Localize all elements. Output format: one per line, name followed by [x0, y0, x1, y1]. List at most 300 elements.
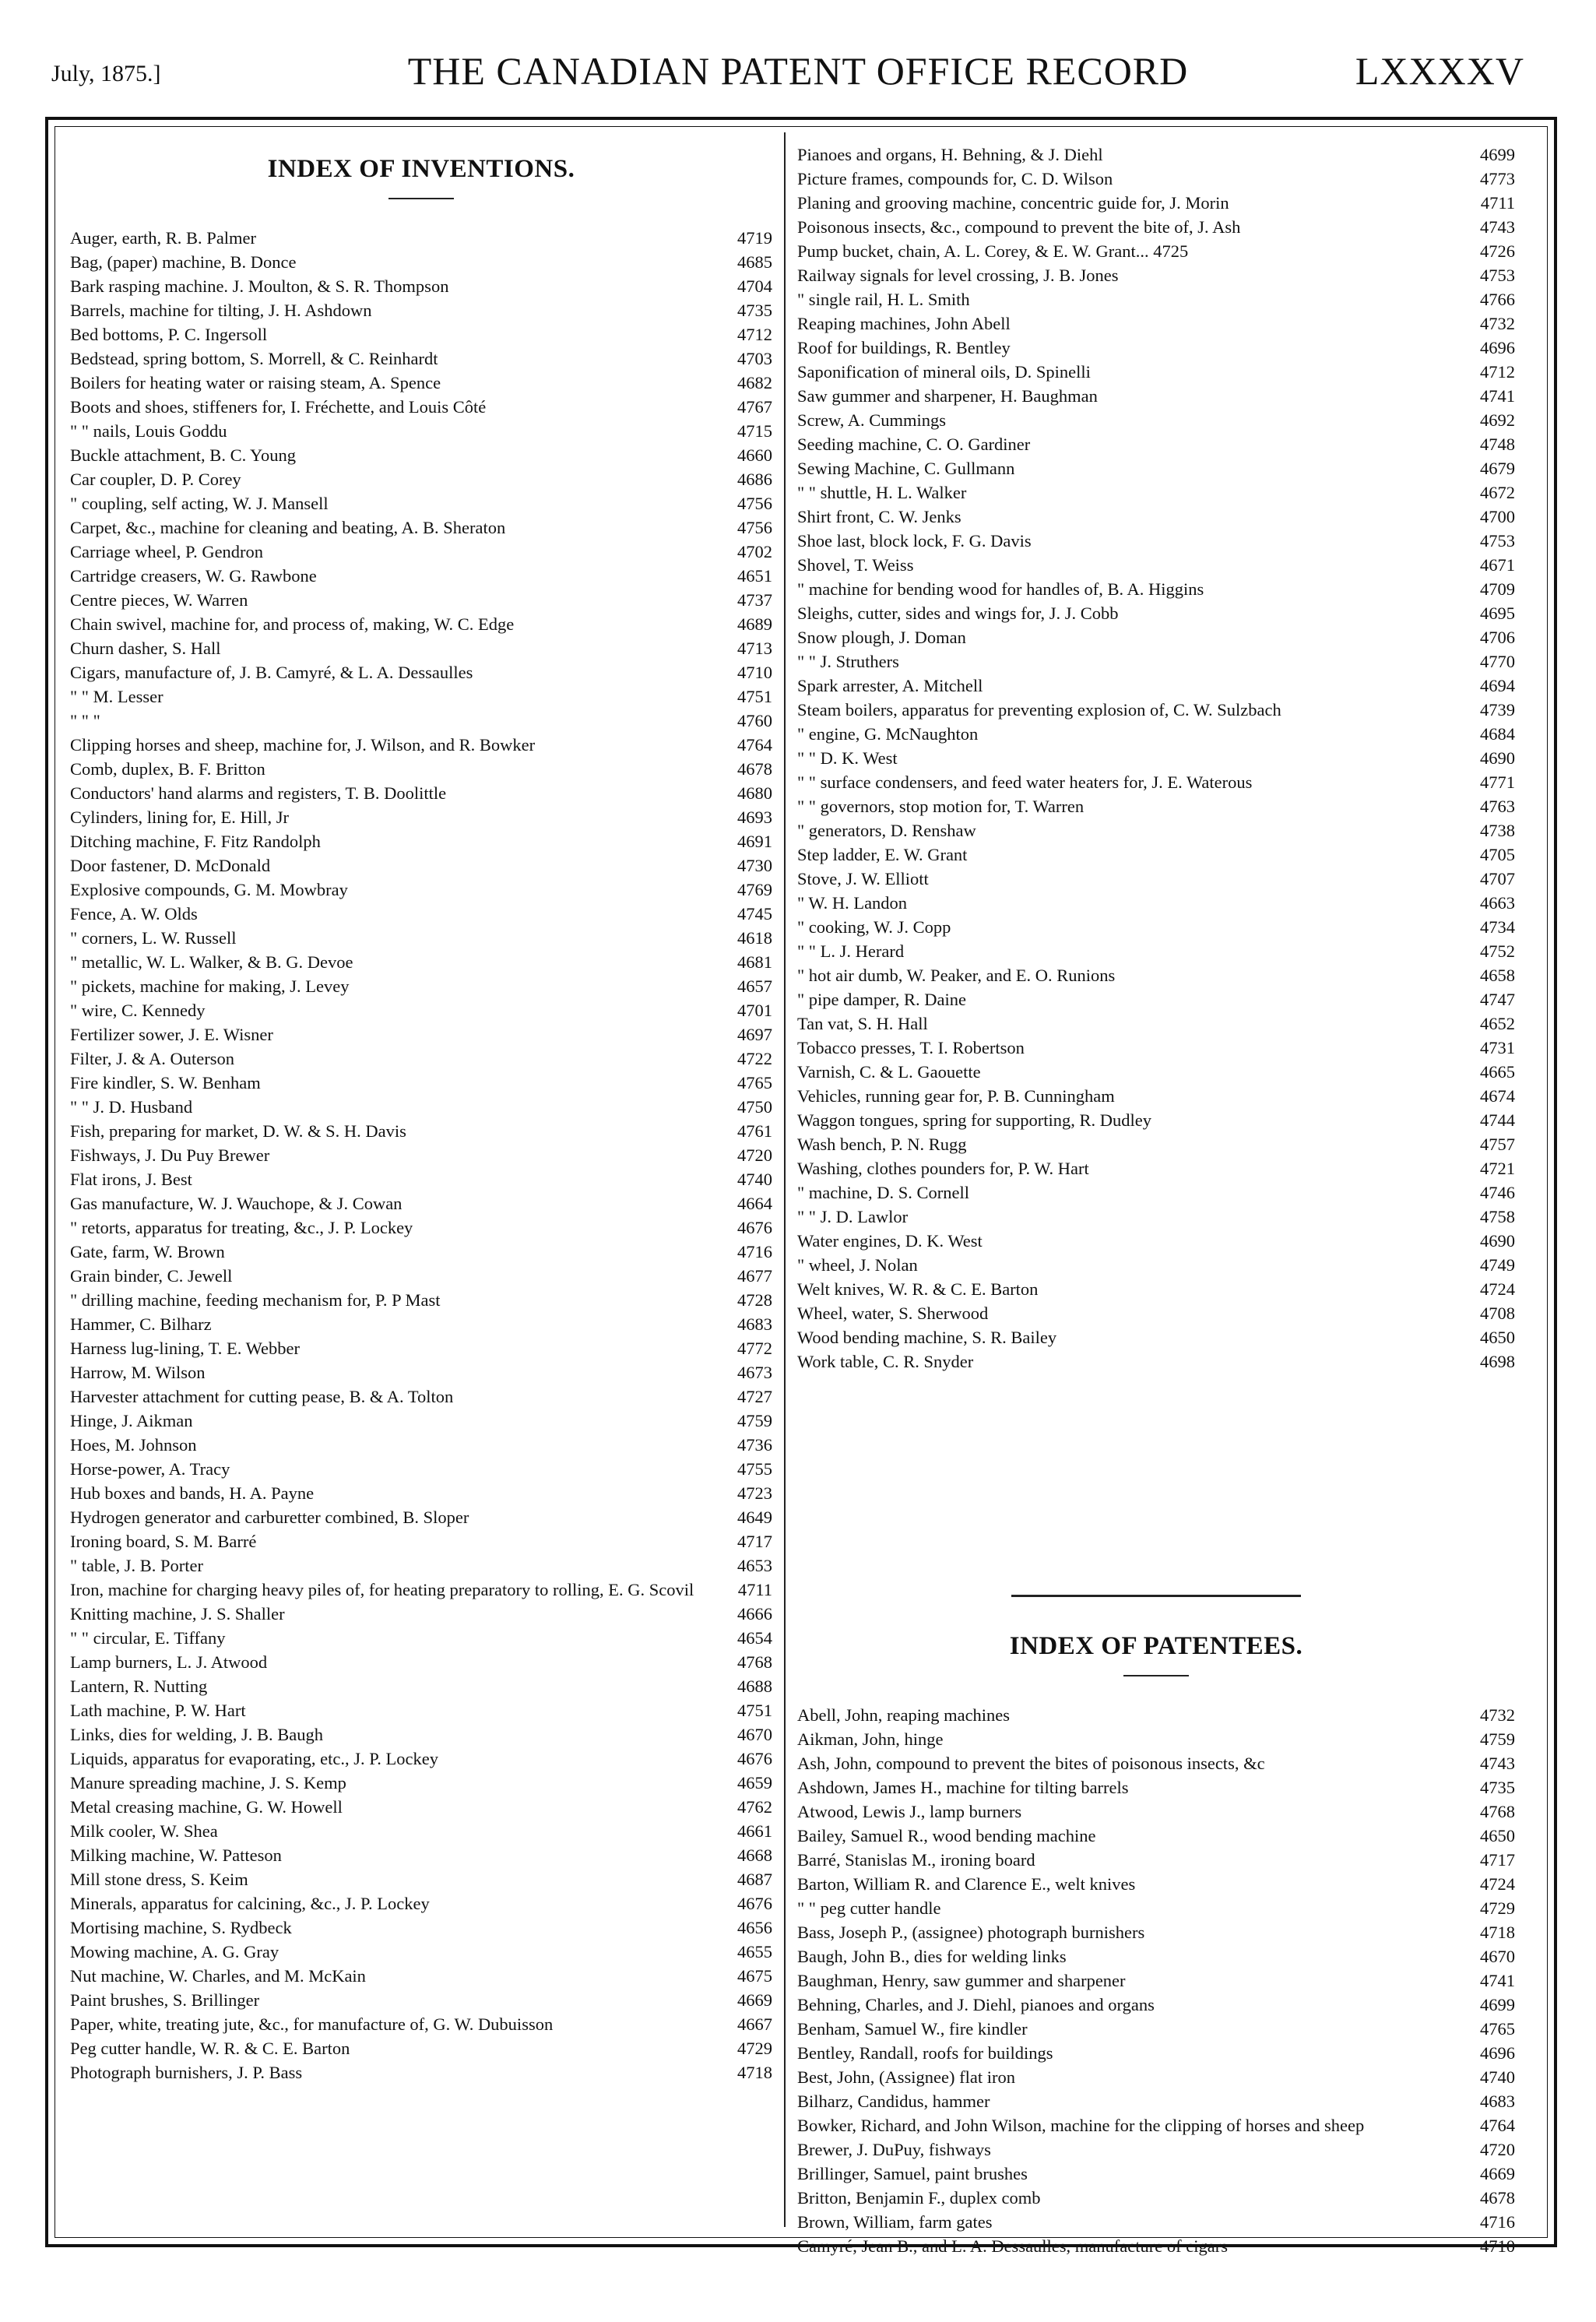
entry-page-number: 4702	[737, 542, 772, 561]
index-entry	[797, 674, 1515, 698]
entry-text: Clipping horses and sheep, machine for, J. Wilson, and R. Bowker	[70, 735, 536, 755]
index-entry	[70, 1360, 772, 1384]
index-entry	[70, 588, 772, 612]
index-entry	[797, 963, 1515, 987]
entry-text: " single rail, H. L. Smith	[797, 290, 970, 309]
index-entry	[70, 226, 772, 250]
index-entry	[70, 491, 772, 515]
index-entry	[797, 480, 1515, 505]
entry-text: Benham, Samuel W., fire kindler	[797, 2019, 1028, 2039]
entry-page-number: 4743	[1480, 1754, 1515, 1773]
index-entry	[797, 1824, 1515, 1848]
index-entry	[797, 698, 1515, 722]
index-entry	[797, 1703, 1515, 1727]
entry-text: " cooking, W. J. Copp	[797, 917, 951, 937]
entry-text: Bentley, Randall, roofs for buildings	[797, 2043, 1053, 2063]
index-entry	[797, 1800, 1515, 1824]
index-entry	[70, 1602, 772, 1626]
entry-page-number: 4700	[1480, 507, 1515, 526]
entry-text: Car coupler, D. P. Corey	[70, 470, 241, 489]
entry-page-number: 4663	[1480, 893, 1515, 913]
entry-page-number: 4738	[1480, 821, 1515, 840]
entry-page-number: 4767	[737, 397, 772, 417]
entry-text: Paper, white, treating jute, &c., for manufacture of, G. W. Dubuisson	[70, 2014, 554, 2034]
entry-page-number: 4675	[737, 1966, 772, 1986]
index-entry	[70, 1940, 772, 1964]
entry-text: Gas manufacture, W. J. Wauchope, & J. Cowan	[70, 1194, 403, 1213]
entry-text: " corners, L. W. Russell	[70, 928, 237, 948]
entry-text: Sewing Machine, C. Gullmann	[797, 459, 1015, 478]
entry-page-number: 4661	[737, 1821, 772, 1841]
index-entry	[70, 1384, 772, 1409]
entry-text: Behning, Charles, and J. Diehl, pianoes and organs	[797, 1995, 1155, 2014]
entry-page-number: 4736	[737, 1435, 772, 1455]
entry-page-number: 4715	[737, 421, 772, 441]
index-entry	[797, 384, 1515, 408]
entry-page-number: 4697	[737, 1025, 772, 1044]
index-entry	[70, 298, 772, 322]
entry-text: Baugh, John B., dies for welding links	[797, 1947, 1067, 1966]
index-entry	[70, 1819, 772, 1843]
entry-text: Aikman, John, hinge	[797, 1729, 944, 1749]
index-entry	[70, 853, 772, 878]
entry-page-number: 4673	[737, 1363, 772, 1382]
entry-text: Bass, Joseph P., (assignee) photograph burnishers	[797, 1923, 1145, 1942]
entry-text: " generators, D. Renshaw	[797, 821, 976, 840]
entry-page-number: 4684	[1480, 724, 1515, 744]
entry-text: Bailey, Samuel R., wood bending machine	[797, 1826, 1096, 1845]
entry-page-number: 4699	[1480, 1995, 1515, 2014]
index-entry	[70, 636, 772, 660]
entry-text: Railway signals for level crossing, J. B. Jones	[797, 266, 1119, 285]
entry-page-number: 4658	[1480, 966, 1515, 985]
entry-page-number: 4730	[737, 856, 772, 875]
entry-page-number: 4734	[1480, 917, 1515, 937]
index-entry	[797, 2017, 1515, 2041]
entry-page-number: 4672	[1480, 483, 1515, 502]
index-entry	[797, 1944, 1515, 1968]
entry-text: Hydrogen generator and carburetter combined, B. Sloper	[70, 1508, 469, 1527]
entry-text: Liquids, apparatus for evaporating, etc., J. P. Lockey	[70, 1749, 438, 1768]
index-entry	[70, 950, 772, 974]
index-entry	[797, 2234, 1515, 2258]
entry-text: Picture frames, compounds for, C. D. Wilson	[797, 169, 1113, 188]
index-entry	[70, 612, 772, 636]
entry-text: Stove, J. W. Elliott	[797, 869, 929, 888]
entry-text: Ash, John, compound to prevent the bites of poisonous insects, &c	[797, 1754, 1265, 1773]
index-entry	[70, 709, 772, 733]
entry-page-number: 4717	[737, 1532, 772, 1551]
entry-page-number: 4665	[1480, 1062, 1515, 1082]
entry-text: Fire kindler, S. W. Benham	[70, 1073, 261, 1092]
entry-page-number: 4694	[1480, 676, 1515, 695]
entry-page-number: 4728	[737, 1290, 772, 1310]
entry-text: Auger, earth, R. B. Palmer	[70, 228, 257, 248]
entry-page-number: 4755	[737, 1459, 772, 1479]
index-entry	[70, 540, 772, 564]
index-entry	[70, 1964, 772, 1988]
entry-page-number: 4678	[737, 759, 772, 779]
entry-text: Lath machine, P. W. Hart	[70, 1701, 246, 1720]
entry-page-number: 4699	[1480, 145, 1515, 164]
entry-text: Chain swivel, machine for, and process of, making, W. C. Edge	[70, 614, 515, 634]
entry-page-number: 4720	[1480, 2140, 1515, 2159]
entry-text: " " J. D. Husband	[70, 1097, 193, 1117]
index-entry	[70, 467, 772, 491]
entry-page-number: 4708	[1480, 1303, 1515, 1323]
entry-page-number: 4683	[1480, 2092, 1515, 2111]
patentees-list	[797, 1703, 1515, 2258]
index-entry	[70, 998, 772, 1022]
index-entry	[797, 1277, 1515, 1301]
entry-text: Vehicles, running gear for, P. B. Cunningham	[797, 1086, 1115, 1106]
entry-page-number: 4749	[1480, 1255, 1515, 1275]
entry-page-number: 4768	[1480, 1802, 1515, 1821]
entry-page-number: 4713	[737, 639, 772, 658]
entry-text: Tan vat, S. H. Hall	[797, 1014, 928, 1033]
entry-page-number: 4676	[737, 1749, 772, 1768]
index-entry	[70, 1457, 772, 1481]
index-entry	[797, 1848, 1515, 1872]
entry-page-number: 4753	[1480, 531, 1515, 551]
entry-page-number: 4655	[737, 1942, 772, 1961]
entry-text: " engine, G. McNaughton	[797, 724, 979, 744]
entry-page-number: 4744	[1480, 1110, 1515, 1130]
index-entry	[70, 1071, 772, 1095]
entry-text: Iron, machine for charging heavy piles of, for heating preparatory to rolling, E. G. Scovil	[70, 1580, 694, 1599]
entry-page-number: 4753	[1480, 266, 1515, 285]
entry-text: Cylinders, lining for, E. Hill, Jr	[70, 807, 289, 827]
entry-text: " metallic, W. L. Walker, & B. G. Devoe	[70, 952, 353, 972]
entry-text: " wheel, J. Nolan	[797, 1255, 918, 1275]
index-entry	[70, 1191, 772, 1216]
entry-text: Bedstead, spring bottom, S. Morrell, & C. Reinhardt	[70, 349, 438, 368]
entry-page-number: 4718	[737, 2063, 772, 2082]
entry-text: Wood bending machine, S. R. Bailey	[797, 1328, 1057, 1347]
entry-page-number: 4724	[1480, 1279, 1515, 1299]
entry-page-number: 4679	[1480, 459, 1515, 478]
entry-page-number: 4689	[737, 614, 772, 634]
index-entry	[70, 322, 772, 347]
entry-text: Bilharz, Candidus, hammer	[797, 2092, 990, 2111]
index-entry	[797, 408, 1515, 432]
entry-text: " drilling machine, feeding mechanism for, P. P Mast	[70, 1290, 441, 1310]
entry-text: Cigars, manufacture of, J. B. Camyré, & L. A. Dessaulles	[70, 663, 473, 682]
entry-page-number: 4741	[1480, 1971, 1515, 1990]
entry-page-number: 4682	[737, 373, 772, 392]
index-entry	[797, 1896, 1515, 1920]
entry-text: Spark arrester, A. Mitchell	[797, 676, 983, 695]
entry-page-number: 4748	[1480, 434, 1515, 454]
index-entry	[797, 1349, 1515, 1374]
index-entry	[797, 2041, 1515, 2065]
index-entry	[797, 915, 1515, 939]
entry-page-number: 4729	[1480, 1898, 1515, 1918]
entry-page-number: 4721	[1480, 1159, 1515, 1178]
index-entry	[797, 1229, 1515, 1253]
entry-page-number: 4711	[1480, 193, 1515, 213]
entry-text: Comb, duplex, B. F. Britton	[70, 759, 265, 779]
entry-text: " " circular, E. Tiffany	[70, 1628, 226, 1648]
entry-page-number: 4690	[1480, 1231, 1515, 1251]
entry-text: Harness lug-lining, T. E. Webber	[70, 1339, 301, 1358]
entry-text: Buckle attachment, B. C. Young	[70, 445, 296, 465]
entry-page-number: 4763	[1480, 797, 1515, 816]
index-entry	[797, 432, 1515, 456]
page-number: LXXXXV	[1355, 49, 1524, 93]
entry-text: Baughman, Henry, saw gummer and sharpener	[797, 1971, 1126, 1990]
index-entry	[70, 1843, 772, 1867]
entry-text: " machine for bending wood for handles of, B. A. Higgins	[797, 579, 1204, 599]
entry-page-number: 4735	[737, 301, 772, 320]
index-entry	[70, 1119, 772, 1143]
entry-page-number: 4770	[1480, 652, 1515, 671]
index-entry	[797, 1872, 1515, 1896]
index-entry	[70, 1650, 772, 1674]
index-entry	[797, 722, 1515, 746]
entry-page-number: 4732	[1480, 314, 1515, 333]
entry-text: Bark rasping machine. J. Moulton, & S. R. Thompson	[70, 276, 449, 296]
entry-page-number: 4666	[737, 1604, 772, 1624]
entry-page-number: 4773	[1480, 169, 1515, 188]
entry-text: Mortising machine, S. Rydbeck	[70, 1918, 292, 1937]
index-entry	[797, 1060, 1515, 1084]
entry-page-number: 4651	[737, 566, 772, 586]
page-header	[0, 45, 1596, 100]
index-entry	[797, 1180, 1515, 1205]
inventions-list-left	[70, 226, 772, 2085]
entry-page-number: 4693	[737, 807, 772, 827]
entry-text: Ironing board, S. M. Barré	[70, 1532, 257, 1551]
inventions-right-column	[797, 142, 1515, 1374]
entry-text: Atwood, Lewis J., lamp burners	[797, 1802, 1022, 1821]
index-entry	[797, 311, 1515, 336]
entry-page-number: 4669	[737, 1990, 772, 2010]
index-entry	[70, 974, 772, 998]
entry-page-number: 4765	[737, 1073, 772, 1092]
index-entry	[70, 395, 772, 419]
index-entry	[70, 419, 772, 443]
entry-page-number: 4751	[737, 687, 772, 706]
entry-text: Conductors' hand alarms and registers, T. B. Doolittle	[70, 783, 447, 803]
entry-page-number: 4701	[737, 1001, 772, 1020]
index-entry	[797, 2186, 1515, 2210]
entry-text: Paint brushes, S. Brillinger	[70, 1990, 260, 2010]
index-entry	[70, 1771, 772, 1795]
entry-text: Wheel, water, S. Sherwood	[797, 1303, 989, 1323]
entry-text: Minerals, apparatus for calcining, &c., J. P. Lockey	[70, 1894, 430, 1913]
entry-page-number: 4706	[1480, 628, 1515, 647]
index-entry	[70, 1891, 772, 1916]
entry-page-number: 4727	[737, 1387, 772, 1406]
entry-page-number: 4680	[737, 783, 772, 803]
entry-page-number: 4719	[737, 228, 772, 248]
index-entry	[70, 1747, 772, 1771]
index-entry	[70, 1336, 772, 1360]
publication-title: THE CANADIAN PATENT OFFICE RECORD	[407, 49, 1189, 93]
entry-text: Fishways, J. Du Puy Brewer	[70, 1145, 270, 1165]
index-entry	[797, 867, 1515, 891]
entry-page-number: 4712	[1480, 362, 1515, 382]
entry-text: Milk cooler, W. Shea	[70, 1821, 218, 1841]
entry-page-number: 4751	[737, 1701, 772, 1720]
entry-text: Planing and grooving machine, concentric guide for, J. Morin	[797, 193, 1229, 213]
index-entry	[797, 1727, 1515, 1751]
entry-page-number: 4707	[1480, 869, 1515, 888]
index-entry	[70, 878, 772, 902]
index-entry	[70, 805, 772, 829]
entry-text: " " M. Lesser	[70, 687, 163, 706]
entry-text: Carpet, &c., machine for cleaning and beating, A. B. Sheraton	[70, 518, 506, 537]
entry-text: Fish, preparing for market, D. W. & S. H. Davis	[70, 1121, 406, 1141]
entry-page-number: 4764	[1480, 2116, 1515, 2135]
entry-text: Poisonous insects, &c., compound to prevent the bite of, J. Ash	[797, 217, 1241, 237]
entry-text: Brewer, J. DuPuy, fishways	[797, 2140, 991, 2159]
entry-page-number: 4667	[737, 2014, 772, 2034]
entry-page-number: 4709	[1480, 579, 1515, 599]
entry-text: Welt knives, W. R. & C. E. Barton	[797, 1279, 1039, 1299]
entry-text: Britton, Benjamin F., duplex comb	[797, 2188, 1041, 2208]
entry-text: Sleighs, cutter, sides and wings for, J. J. Cobb	[797, 603, 1119, 623]
index-entry	[70, 1722, 772, 1747]
entry-text: Lantern, R. Nutting	[70, 1676, 208, 1696]
entry-page-number: 4745	[737, 904, 772, 924]
entry-page-number: 4668	[737, 1845, 772, 1865]
entry-text: Abell, John, reaping machines	[797, 1705, 1011, 1725]
entry-page-number: 4670	[1480, 1947, 1515, 1966]
index-entry	[797, 601, 1515, 625]
index-entry	[70, 2036, 772, 2060]
entry-text: " " governors, stop motion for, T. Warren	[797, 797, 1085, 816]
index-entry	[797, 1011, 1515, 1036]
entry-text: Boots and shoes, stiffeners for, I. Fréchette, and Louis Côté	[70, 397, 487, 417]
entry-page-number: 4752	[1480, 941, 1515, 961]
entry-text: " hot air dumb, W. Peaker, and E. O. Runions	[797, 966, 1116, 985]
entry-text: Bed bottoms, P. C. Ingersoll	[70, 325, 268, 344]
index-entry	[70, 1698, 772, 1722]
entry-page-number: 4698	[1480, 1352, 1515, 1371]
index-entry	[797, 1156, 1515, 1180]
index-entry	[70, 757, 772, 781]
index-entry	[797, 625, 1515, 649]
entry-page-number: 4695	[1480, 603, 1515, 623]
entry-text: Bowker, Richard, and John Wilson, machine for the clipping of horses and sheep	[797, 2116, 1365, 2135]
entry-text: " " surface condensers, and feed water heaters for, J. E. Waterous	[797, 772, 1253, 792]
entry-text: Explosive compounds, G. M. Mowbray	[70, 880, 348, 899]
entry-page-number: 4737	[737, 590, 772, 610]
entry-page-number: 4685	[737, 252, 772, 272]
entry-text: Snow plough, J. Doman	[797, 628, 966, 647]
entry-text: " W. H. Landon	[797, 893, 908, 913]
entry-text: Photograph burnishers, J. P. Bass	[70, 2063, 303, 2082]
entry-text: Mowing machine, A. G. Gray	[70, 1942, 279, 1961]
entry-page-number: 4765	[1480, 2019, 1515, 2039]
index-entry	[797, 1775, 1515, 1800]
entry-text: Peg cutter handle, W. R. & C. E. Barton	[70, 2039, 350, 2058]
entry-text: Tobacco presses, T. I. Robertson	[797, 1038, 1025, 1057]
index-entry	[797, 456, 1515, 480]
entry-text: Varnish, C. & L. Gaouette	[797, 1062, 981, 1082]
index-entry	[70, 250, 772, 274]
index-entry	[797, 1036, 1515, 1060]
index-entry	[70, 1240, 772, 1264]
entry-text: Filter, J. & A. Outerson	[70, 1049, 234, 1068]
entry-page-number: 4740	[1480, 2067, 1515, 2087]
entry-text: Wash bench, P. N. Rugg	[797, 1135, 967, 1154]
entry-text: Brillinger, Samuel, paint brushes	[797, 2164, 1028, 2183]
entry-page-number: 4704	[737, 276, 772, 296]
inventions-title: INDEX OF INVENTIONS.	[267, 155, 575, 183]
entry-text: " retorts, apparatus for treating, &c., J. P. Lockey	[70, 1218, 413, 1237]
index-entry	[70, 1047, 772, 1071]
entry-text: Hinge, J. Aikman	[70, 1411, 193, 1430]
index-entry	[70, 660, 772, 684]
index-entry	[70, 684, 772, 709]
entry-text: " coupling, self acting, W. J. Mansell	[70, 494, 329, 513]
entry-page-number: 4703	[737, 349, 772, 368]
entry-page-number: 4649	[737, 1508, 772, 1527]
entry-page-number: 4756	[737, 494, 772, 513]
entry-text: Step ladder, E. W. Grant	[797, 845, 968, 864]
index-entry	[70, 1264, 772, 1288]
entry-page-number: 4743	[1480, 217, 1515, 237]
entry-page-number: 4766	[1480, 290, 1515, 309]
entry-text: " pickets, machine for making, J. Levey	[70, 976, 350, 996]
index-entry	[797, 770, 1515, 794]
entry-text: Brown, William, farm gates	[797, 2212, 993, 2232]
index-entry	[797, 2065, 1515, 2089]
entry-page-number: 4732	[1480, 1705, 1515, 1725]
entry-text: Washing, clothes pounders for, P. W. Hart	[797, 1159, 1089, 1178]
index-entry	[797, 649, 1515, 674]
entry-page-number: 4657	[737, 976, 772, 996]
index-entry	[797, 239, 1515, 263]
entry-text: Boilers for heating water or raising steam, A. Spence	[70, 373, 441, 392]
entry-page-number: 4717	[1480, 1850, 1515, 1870]
index-entry	[797, 2137, 1515, 2162]
title-rule	[388, 198, 454, 199]
entry-text: Mill stone dress, S. Keim	[70, 1870, 248, 1889]
index-entry	[70, 2012, 772, 2036]
entry-page-number: 4692	[1480, 410, 1515, 430]
entry-text: Flat irons, J. Best	[70, 1170, 192, 1189]
entry-page-number: 4688	[737, 1676, 772, 1696]
index-entry	[70, 515, 772, 540]
entry-text: " " shuttle, H. L. Walker	[797, 483, 967, 502]
entry-text: Hoes, M. Johnson	[70, 1435, 197, 1455]
entry-page-number: 4768	[737, 1652, 772, 1672]
index-entry	[797, 215, 1515, 239]
index-entry	[797, 553, 1515, 577]
entry-page-number: 4750	[737, 1097, 772, 1117]
entry-text: Screw, A. Cummings	[797, 410, 947, 430]
index-entry	[70, 1916, 772, 1940]
entry-page-number: 4710	[1480, 2236, 1515, 2256]
index-entry	[797, 1751, 1515, 1775]
index-entry	[797, 577, 1515, 601]
entry-page-number: 4769	[737, 880, 772, 899]
entry-text: " " peg cutter handle	[797, 1898, 941, 1918]
entry-page-number: 4669	[1480, 2164, 1515, 2183]
index-entry	[70, 564, 772, 588]
entry-page-number: 4671	[1480, 555, 1515, 575]
index-entry	[70, 1022, 772, 1047]
entry-text: Lamp burners, L. J. Atwood	[70, 1652, 268, 1672]
entry-text: Churn dasher, S. Hall	[70, 639, 221, 658]
entry-text: Shoe last, block lock, F. G. Davis	[797, 531, 1032, 551]
entry-page-number: 4696	[1480, 338, 1515, 357]
inventions-left-column	[70, 151, 772, 2085]
